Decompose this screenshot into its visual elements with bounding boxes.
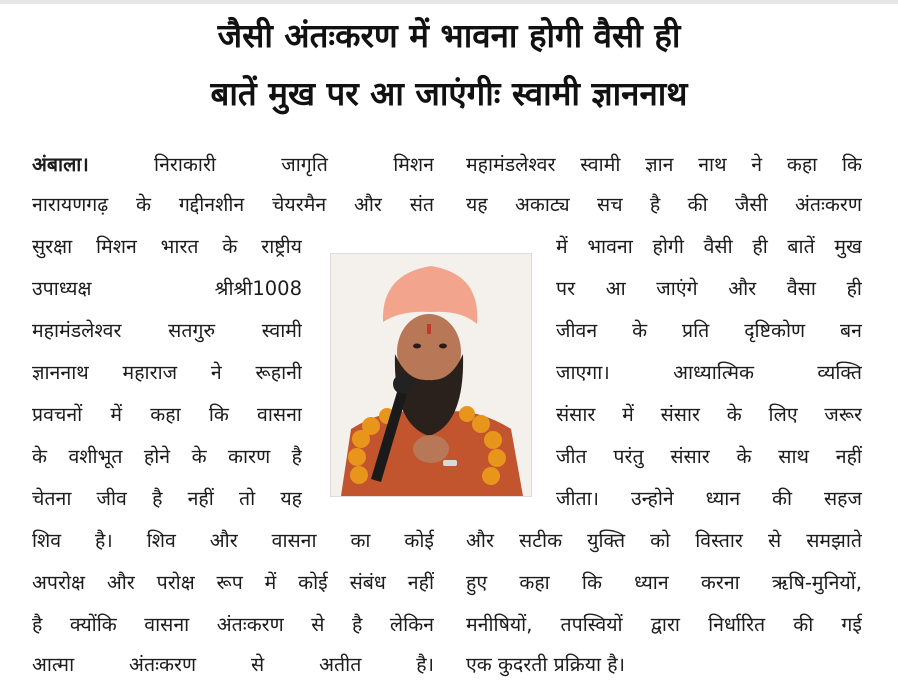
dateline: अंबाला।	[32, 153, 89, 176]
article-text-line: जाएगा। आध्यात्मिक व्यक्ति	[556, 361, 862, 384]
article-text-line: महामंडलेश्वर सतगुरु स्वामी	[32, 319, 302, 342]
article-text-line: उपाध्यक्ष श्रीश्री1008	[32, 277, 302, 300]
article-text-line: चेतना जीव है नहीं तो यह	[32, 487, 302, 510]
hand-shape	[413, 435, 449, 463]
article-text-line: एक कुदरती प्रक्रिया है।	[466, 653, 626, 676]
article-text-line: में भावना होगी वैसी ही बातें मुख	[556, 235, 862, 258]
article-text-line: प्रवचनों में कहा कि वासना	[32, 403, 302, 426]
headline-line-1: जैसी अंतःकरण में भावना होगी वैसी ही	[217, 16, 681, 55]
article-text-line: पर आ जाएंगे और वैसा ही	[556, 277, 862, 300]
headline-line-2: बातें मुख पर आ जाएंगीः स्वामी ज्ञाननाथ	[210, 74, 688, 113]
article-text-line: नारायणगढ़ के गद्दीनशीन चेयरमैन और संत	[32, 193, 434, 216]
article-text-line: आत्मा अंतःकरण से अतीत है।	[32, 653, 434, 676]
article-text-line: हुए कहा कि ध्यान करना ऋषि-मुनियों,	[466, 571, 862, 594]
article-text-line: मनीषियों, तपस्वियों द्वारा निर्धारित की गई	[466, 613, 862, 636]
article-text-line: जीता। उन्होने ध्यान की सहज	[556, 487, 862, 510]
article-text-line: सुरक्षा मिशन भारत के राष्ट्रीय	[32, 235, 302, 258]
article-text-line: और सटीक युक्ति को विस्तार से समझाते	[466, 529, 862, 552]
article-text-fragment: निराकारी जागृति मिशन	[154, 153, 434, 176]
article-text-line: महामंडलेश्वर स्वामी ज्ञान नाथ ने कहा कि	[466, 153, 862, 176]
article-text-line: है क्योंकि वासना अंतःकरण से है लेकिन	[32, 613, 434, 636]
article-text-line: जीवन के प्रति दृष्टिकोण बन	[556, 319, 862, 342]
speaker-photo	[330, 253, 532, 497]
article-text-line: अपरोक्ष और परोक्ष रूप में कोई संबंध नहीं	[32, 571, 434, 594]
top-rule	[0, 0, 898, 4]
article-text-line: संसार में संसार के लिए जरूर	[556, 403, 862, 426]
article-text-line: ज्ञाननाथ महाराज ने रूहानी	[32, 361, 302, 384]
article-text-line: यह अकाट्य सच है की जैसी अंतःकरण	[466, 193, 862, 216]
article-text-line: के वशीभूत होने के कारण है	[32, 445, 302, 468]
article-text-line: जीत परंतु संसार के साथ नहीं	[556, 445, 862, 468]
speaker-illustration	[331, 254, 531, 496]
article-text-line	[32, 152, 434, 178]
article-text-line: शिव है। शिव और वासना का कोई	[32, 529, 434, 552]
